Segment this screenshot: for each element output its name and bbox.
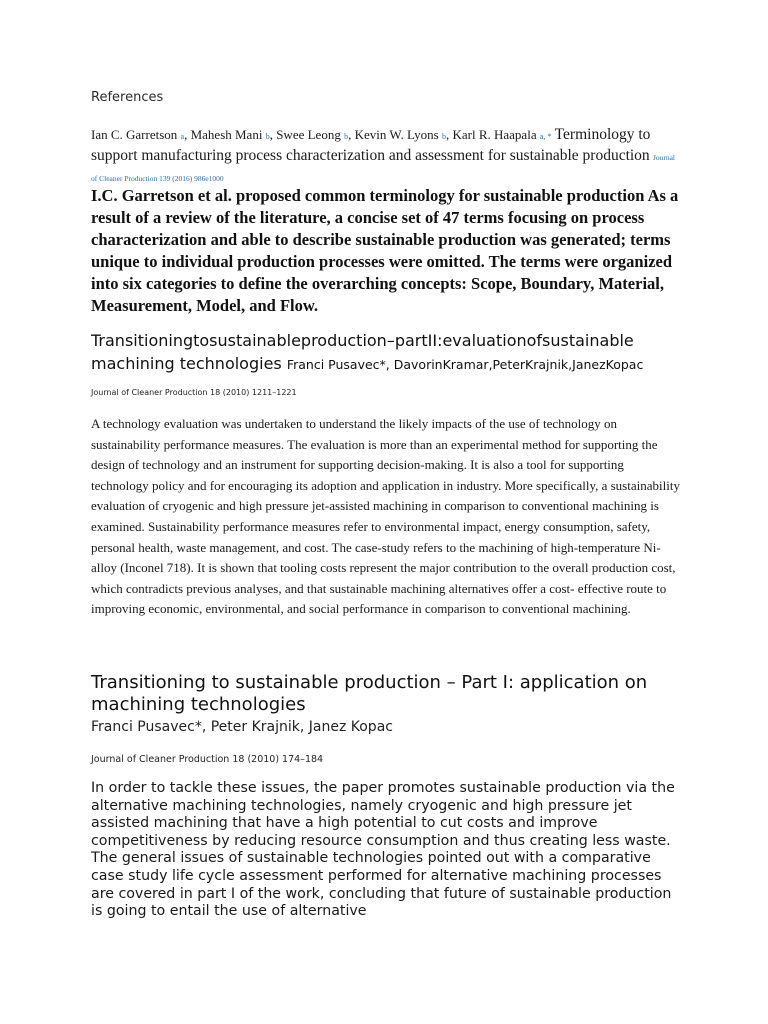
affiliation-marker-3[interactable]: b [344,132,349,141]
author-1: Ian C. Garretson [91,127,178,142]
references-heading: References [91,90,164,105]
reference-3-title: Transitioning to sustainable production – Part I: application on machining technologies [91,672,648,715]
author-3: Swee Leong [276,127,341,142]
reference-3-journal: Journal of Cleaner Production 18 (2010) 174–184 [91,754,324,765]
reference-1-title-rest: support manufacturing process characterization and assessment for sustainable production [91,147,650,164]
author-5: Karl R. Haapala [452,127,537,142]
reference-2-title: Transitioningtosustainableproduction–partII:evaluationofsustainable machining technologies [91,331,634,373]
reference-1-title-start: Terminology to [554,126,651,143]
reference-2-abstract: A technology evaluation was undertaken to understand the likely impacts of the use of technology on sustainability performance measures. The evaluation is more than an experimental method for supporting the design of technology and an instrument for supporting decision-making. It is also a tool for supporting technology policy and for encouraging its adoption and application in industry. More specifically, a sustainability evaluation of cryogenic and high pressure jet-assisted machining in comparison to conventional machining is examined. Sustainability performance measures refer to environmental impact, energy consumption, safety, personal health, waste management, and cost. The case-study refers to the machining of high-temperature Ni-alloy (Inconel 718). It is shown that tooling costs represent the major contribution to the overall production cost, which contradicts previous analyses, and that sustainable machining alternatives offer a cost- effective route to improving economic, environmental, and social performance in comparison to conventional machining. [91,416,680,617]
affiliation-marker-4[interactable]: b [441,132,446,141]
affiliation-marker-5[interactable]: a, * [539,132,552,141]
author-4: Kevin W. Lyons [354,127,439,142]
reference-2-authors: Franci Pusavec*, DavorinKramar,PeterKrajnik,JanezKopac [286,357,644,372]
reference-3-abstract: In order to tackle these issues, the paper promotes sustainable production via the alternative machining technologies, namely cryogenic and high pressure jet assisted machining that have a high potential to cut costs and improve competitiveness by reducing resource consumption and thus creating less waste. The general issues of sustainable technologies pointed out with a comparative case study life cycle assessment performed for alternative machining processes are covered in part I of the work, concluding that future of sustainable production is going to entail the use of alternative [91,780,675,920]
author-2: Mahesh Mani [190,127,263,142]
reference-3-authors: Franci Pusavec*, Peter Krajnik, Janez Kopac [91,719,393,735]
affiliation-marker-1[interactable]: a [180,132,185,141]
affiliation-marker-2[interactable]: b [265,132,270,141]
reference-1-citation: Ian C. Garretson a, Mahesh Mani b, Swee Leong b, Kevin W. Lyons b, Karl R. Haapala a, * Terminology to support manufacturing process characterization and assessment for sustainable production Journal of Cleaner Production 139 (2016) 986e1000 [91,126,676,183]
reference-1-journal-link[interactable]: Journal of Cleaner Production 139 (2016) 986e1000 [91,153,676,183]
reference-2-heading [91,329,691,376]
reference-1-summary: I.C. Garretson et al. proposed common terminology for sustainable production As a result of a review of the literature, a concise set of 47 terms focusing on process characterization and able to describe sustainable production was generated; terms unique to individual production processes were omitted. The terms were organized into six categories to define the overarching concepts: Scope, Boundary, Material, Measurement, Model, and Flow. [91,186,679,315]
reference-2-journal: Journal of Cleaner Production 18 (2010) 1211–1221 [91,388,297,397]
